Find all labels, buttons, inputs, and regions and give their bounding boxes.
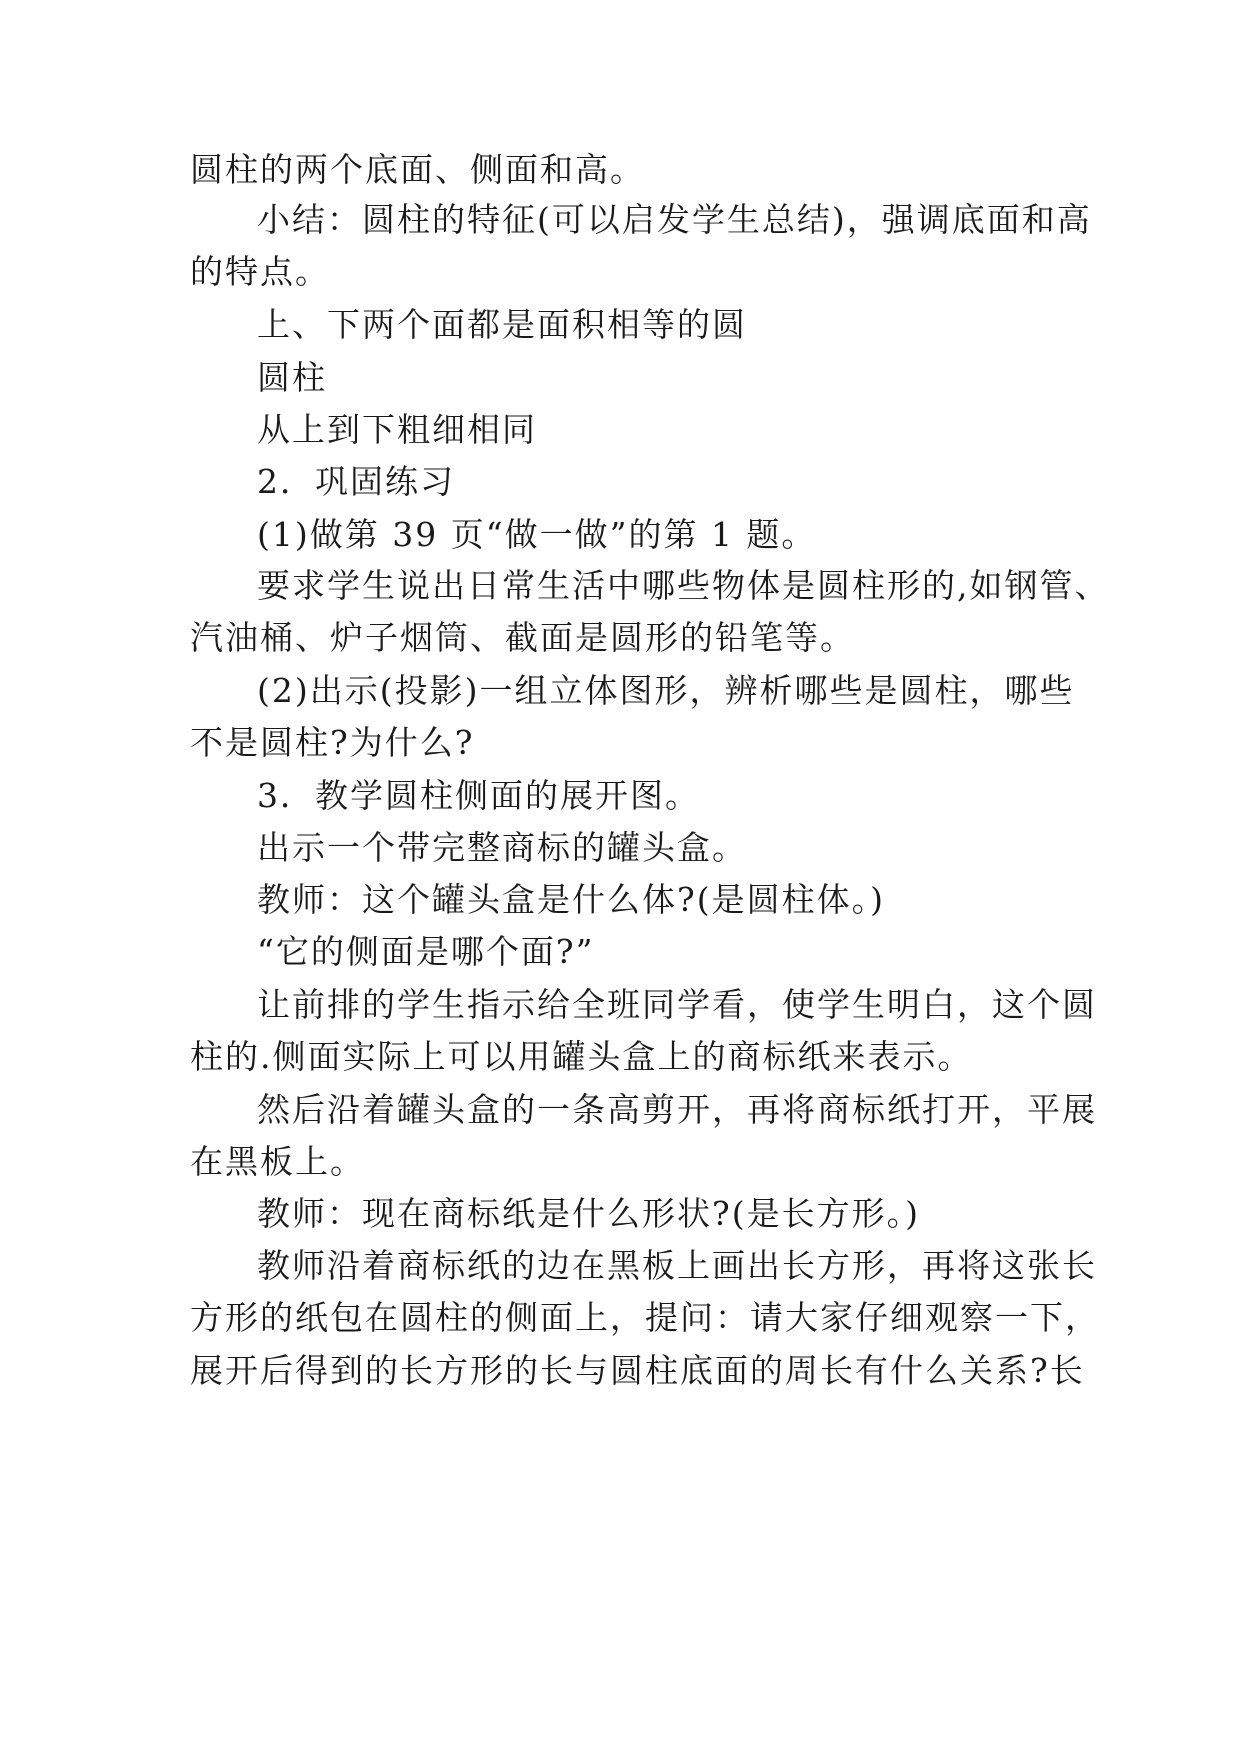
text-line-4: 上、下两个面都是面积相等的圆 — [257, 305, 747, 344]
text-line-7: 2．巩固练习 — [257, 462, 455, 501]
text-line-10: 汽油桶、炉子烟筒、截面是圆形的铅笔等。 — [190, 618, 855, 657]
text-line-9: 要求学生说出日常生活中哪些物体是圆柱形的,如钢管、 — [257, 566, 1110, 605]
text-line-21: 教师：现在商标纸是什么形状?(是长方形。) — [257, 1194, 920, 1233]
text-line-3: 的特点。 — [190, 252, 330, 291]
text-line-20: 在黑板上。 — [190, 1142, 365, 1181]
text-line-8: (1)做第 39 页“做一做”的第 1 题。 — [257, 515, 817, 554]
text-line-1: 圆柱的两个底面、侧面和高。 — [190, 150, 645, 189]
text-line-13: 3．教学圆柱侧面的展开图。 — [257, 776, 700, 815]
text-line-17: 让前排的学生指示给全班同学看，使学生明白，这个圆 — [257, 985, 1097, 1024]
text-line-24: 展开后得到的长方形的长与圆柱底面的周长有什么关系?长 — [190, 1351, 1085, 1390]
text-line-15: 教师：这个罐头盒是什么体?(是圆柱体。) — [257, 880, 885, 919]
text-line-2: 小结：圆柱的特征(可以启发学生总结)，强调底面和高 — [257, 200, 1092, 239]
text-line-16: “它的侧面是哪个面?” — [257, 932, 595, 971]
text-line-6: 从上到下粗细相同 — [257, 410, 537, 449]
text-line-23: 方形的纸包在圆柱的侧面上，提问：请大家仔细观察一下， — [190, 1298, 1100, 1337]
text-line-22: 教师沿着商标纸的边在黑板上画出长方形，再将这张长 — [257, 1246, 1097, 1285]
text-line-11: (2)出示(投影)一组立体图形，辨析哪些是圆柱，哪些 — [257, 671, 1075, 710]
text-line-12: 不是圆柱?为什么? — [190, 723, 475, 762]
text-line-18: 柱的.侧面实际上可以用罐头盒上的商标纸来表示。 — [190, 1037, 973, 1076]
text-line-19: 然后沿着罐头盒的一条高剪开，再将商标纸打开，平展 — [257, 1090, 1097, 1129]
text-line-5: 圆柱 — [257, 358, 327, 397]
text-line-14: 出示一个带完整商标的罐头盒。 — [257, 828, 747, 867]
